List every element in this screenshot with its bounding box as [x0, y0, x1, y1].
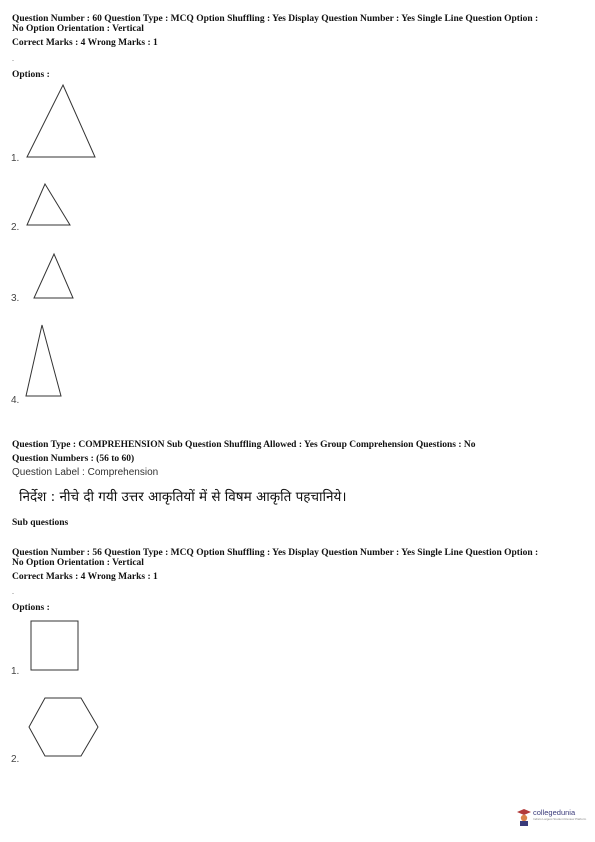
tall-triangle-icon[interactable]: [26, 84, 98, 160]
q56-options-label: Options :: [12, 603, 50, 613]
q60-meta-line1: Question Number : 60 Question Type : MCQ Option Shuffling : Yes Display Question Number : Yes Single Line Question Option :: [12, 14, 539, 24]
logo-name: collegedunia: [533, 808, 576, 817]
small-triangle-icon[interactable]: [26, 183, 72, 227]
q56-marks: Correct Marks : 4 Wrong Marks : 1: [12, 572, 158, 582]
q60-dot: .: [12, 54, 14, 63]
hexagon-icon[interactable]: [28, 697, 100, 759]
q60-option-2-number: 2.: [11, 222, 20, 233]
q56-meta-line2: No Option Orientation : Vertical: [12, 558, 144, 568]
comprehension-question-numbers: Question Numbers : (56 to 60): [12, 454, 135, 464]
graduate-icon: [517, 808, 531, 826]
q56-option-1-number: 1.: [11, 666, 20, 677]
narrow-triangle-icon[interactable]: [25, 324, 63, 398]
square-icon[interactable]: [30, 620, 80, 672]
q56-meta-line1: Question Number : 56 Question Type : MCQ Option Shuffling : Yes Display Question Number : Yes Single Line Question Option :: [12, 548, 539, 558]
comprehension-meta: Question Type : COMPREHENSION Sub Question Shuffling Allowed : Yes Group Comprehension Questions : No: [12, 440, 476, 450]
q60-options-label: Options :: [12, 70, 50, 80]
q60-option-3-number: 3.: [11, 293, 20, 304]
q56-option-2-number: 2.: [11, 754, 20, 765]
comprehension-direction: निर्देश : नीचे दी गयी उत्तर आकृतियों में से विषम आकृति पहचानिये।: [19, 489, 347, 505]
logo-tagline: India's Largest Student Review Platform: [533, 817, 587, 821]
collegedunia-logo: [517, 808, 586, 826]
small-upright-triangle-icon[interactable]: [33, 253, 75, 299]
comprehension-question-label: Question Label : Comprehension: [12, 467, 159, 478]
q60-option-1-number: 1.: [11, 153, 20, 164]
q56-dot: .: [12, 587, 14, 596]
q60-meta-line2: No Option Orientation : Vertical: [12, 24, 144, 34]
q60-option-4-number: 4.: [11, 395, 20, 406]
sub-questions-label: Sub questions: [12, 518, 69, 528]
q60-marks: Correct Marks : 4 Wrong Marks : 1: [12, 38, 158, 48]
